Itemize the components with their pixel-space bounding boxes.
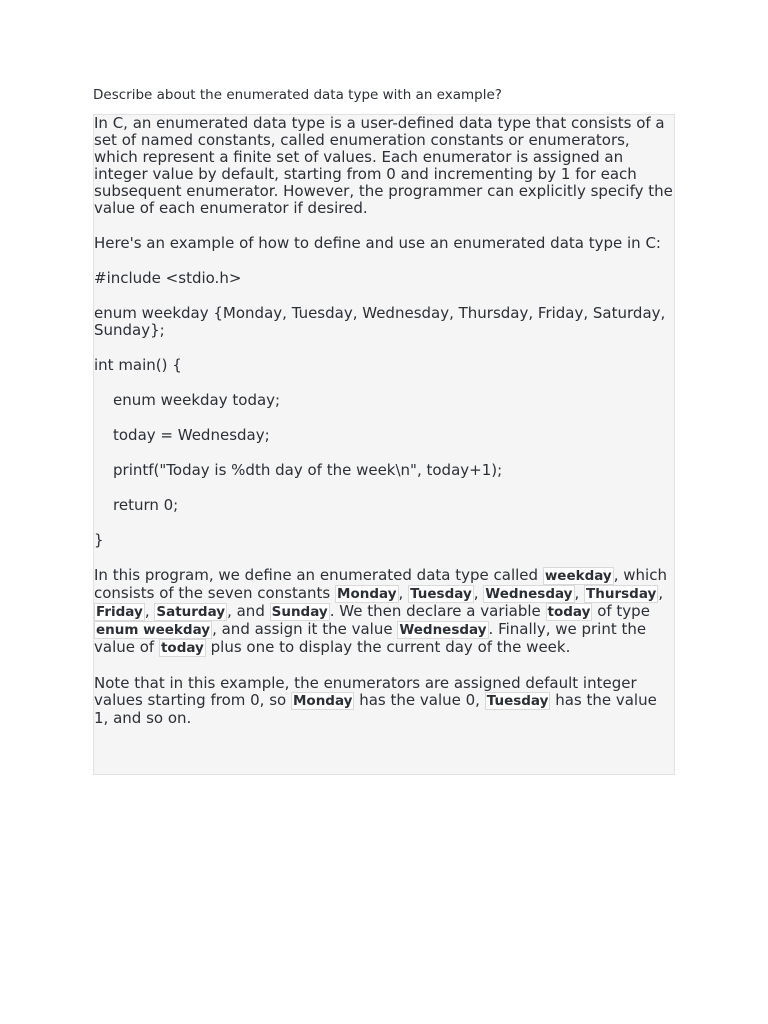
code-return: return 0;: [113, 496, 179, 514]
inline-code: today: [547, 604, 591, 620]
inline-code: weekday: [544, 568, 612, 584]
explanation-text: ,: [144, 602, 155, 620]
explanation-paragraph: [94, 567, 674, 657]
inline-code: Sunday: [271, 604, 328, 620]
inline-code: Wednesday: [399, 622, 487, 638]
inline-code: today: [160, 640, 204, 656]
inline-code: enum weekday: [96, 622, 211, 638]
note-text: Note that in this example, the enumerators are assigned default integer values starting from 0, so: [94, 674, 637, 709]
inline-code: Wednesday: [485, 586, 573, 602]
explanation-text: ,: [658, 584, 664, 602]
inline-code: Friday: [96, 604, 143, 620]
note-text: has the value 0,: [354, 691, 485, 709]
explanation-text: plus one to display the current day of the week.: [205, 638, 571, 656]
inline-code: Monday: [337, 586, 397, 602]
code-declaration: enum weekday today;: [113, 391, 281, 409]
explanation-text: , and assign it the value: [212, 620, 398, 638]
code-printf: printf("Today is %dth day of the week\n", today+1);: [113, 461, 503, 479]
answer-box: [93, 114, 675, 775]
code-main-open: int main() {: [94, 356, 182, 374]
explanation-text: , which consists of the seven constants: [94, 566, 667, 602]
explanation-text: , and: [227, 602, 270, 620]
inline-code: Saturday: [156, 604, 226, 620]
explanation-text: . Finally, we print the value of: [94, 620, 647, 656]
code-close-brace: }: [94, 531, 104, 549]
inline-code: Thursday: [586, 586, 657, 602]
explanation-text: of type: [592, 602, 650, 620]
explanation-text: . We then declare a variable: [329, 602, 546, 620]
code-include-line: #include <stdio.h>: [94, 269, 242, 287]
code-enum-definition: enum weekday {Monday, Tuesday, Wednesday, Thursday, Friday, Saturday, Sunday};: [94, 304, 666, 339]
question-title: Describe about the enumerated data type with an example?: [93, 87, 502, 103]
explanation-text: ,: [398, 584, 409, 602]
inline-code: Monday: [292, 693, 353, 709]
example-intro-paragraph: Here's an example of how to define and use an enumerated data type in C:: [94, 234, 661, 252]
code-assignment: today = Wednesday;: [113, 426, 270, 444]
explanation-text: ,: [574, 584, 585, 602]
note-text: has the value 1, and so on.: [94, 691, 657, 727]
inline-code: Tuesday: [486, 693, 549, 709]
note-paragraph: [94, 675, 674, 727]
explanation-text: In this program, we define an enumerated data type called: [94, 566, 543, 584]
explanation-text: ,: [473, 584, 484, 602]
inline-code: Tuesday: [410, 586, 472, 602]
intro-paragraph: In C, an enumerated data type is a user-defined data type that consists of a set of named constants, called enumeration constants or enumerators, which represent a finite set of values. Each enumerator is assigned an integer value by default, starting from 0 and incrementing by 1 for each subsequent enumerator. However, the programmer can explicitly specify the value of each enumerator if desired.: [94, 114, 673, 217]
